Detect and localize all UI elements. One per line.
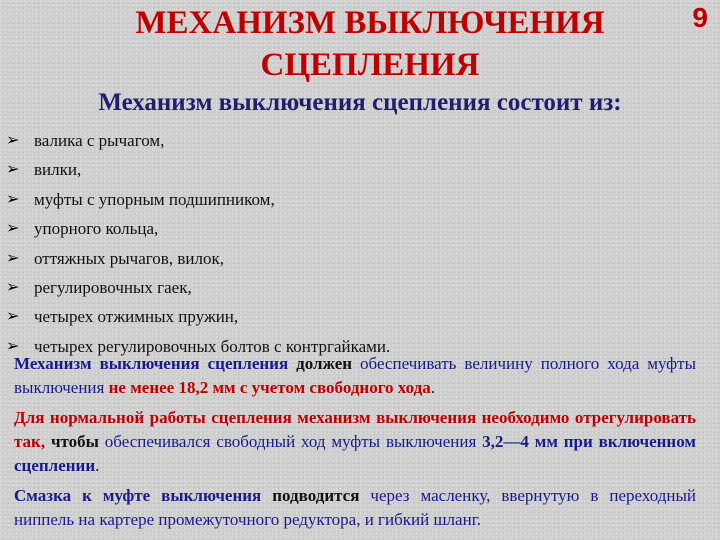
slide-number: 9 xyxy=(692,2,708,33)
arrow-bullet-icon: ➢ xyxy=(6,190,20,208)
list-item xyxy=(6,185,390,214)
list-item-text: вилки, xyxy=(34,160,82,180)
paragraph-travel-requirement xyxy=(14,352,696,400)
para3-part-c: через масленку, ввернутую в переходный ниппель на картере промежуточного редуктора, и гибкий шланг. xyxy=(14,486,696,529)
list-item-text: муфты с упорным подшипником, xyxy=(34,189,275,209)
para1-part-d: не менее 18,2 мм с учетом свободного хода xyxy=(108,378,431,397)
para2-part-a: Для нормальной работы сцепления механизм выключения необходимо отрегулировать так, xyxy=(14,408,696,451)
para2-part-b: чтобы xyxy=(45,432,105,451)
title-line-2: СЦЕПЛЕНИЯ xyxy=(260,47,480,83)
arrow-bullet-icon: ➢ xyxy=(6,308,20,326)
list-item xyxy=(6,155,390,184)
list-item xyxy=(6,126,390,155)
para2-part-d: 3,2—4 мм при включенном сцеплении xyxy=(14,432,696,475)
list-item-text: оттяжных рычагов, вилок, xyxy=(34,248,224,268)
para3-part-b: подводится xyxy=(272,486,360,505)
para1-part-e: . xyxy=(430,378,435,397)
list-item xyxy=(6,244,390,273)
list-item-text: четырех отжимных пружин, xyxy=(34,307,239,327)
list-item-text: упорного кольца, xyxy=(34,219,159,239)
para1-part-c: обеспечивать величину полного хода муфты выключения xyxy=(14,354,696,397)
list-item xyxy=(6,302,390,331)
slide-subtitle: Механизм выключения сцепления состоит из: xyxy=(98,89,622,116)
list-item-text: валика с рычагом, xyxy=(34,131,165,150)
arrow-bullet-icon: ➢ xyxy=(6,249,20,267)
slide-title xyxy=(90,2,650,86)
paragraph-adjustment xyxy=(14,406,696,478)
list-item xyxy=(6,273,390,302)
para3-part-a: Смазка к муфте выключения xyxy=(14,486,273,505)
para2-part-e: . xyxy=(95,456,100,475)
arrow-bullet-icon: ➢ xyxy=(6,337,20,355)
arrow-bullet-icon: ➢ xyxy=(6,161,20,179)
para1-part-a: Механизм выключения сцепления xyxy=(14,354,297,373)
para1-part-b: должен xyxy=(296,354,353,373)
list-item-text: регулировочных гаек, xyxy=(34,277,192,297)
title-line-1: МЕХАНИЗМ ВЫКЛЮЧЕНИЯ xyxy=(135,5,605,41)
arrow-bullet-icon: ➢ xyxy=(6,278,20,296)
list-item xyxy=(6,214,390,243)
component-list xyxy=(6,126,390,361)
list-item-text: четырех регулировочных болтов с контргайками. xyxy=(34,336,391,356)
paragraph-lubrication xyxy=(14,484,696,532)
arrow-bullet-icon: ➢ xyxy=(6,132,20,149)
para2-part-c: обеспечивался свободный ход муфты выключения xyxy=(104,432,483,451)
arrow-bullet-icon: ➢ xyxy=(6,220,20,238)
